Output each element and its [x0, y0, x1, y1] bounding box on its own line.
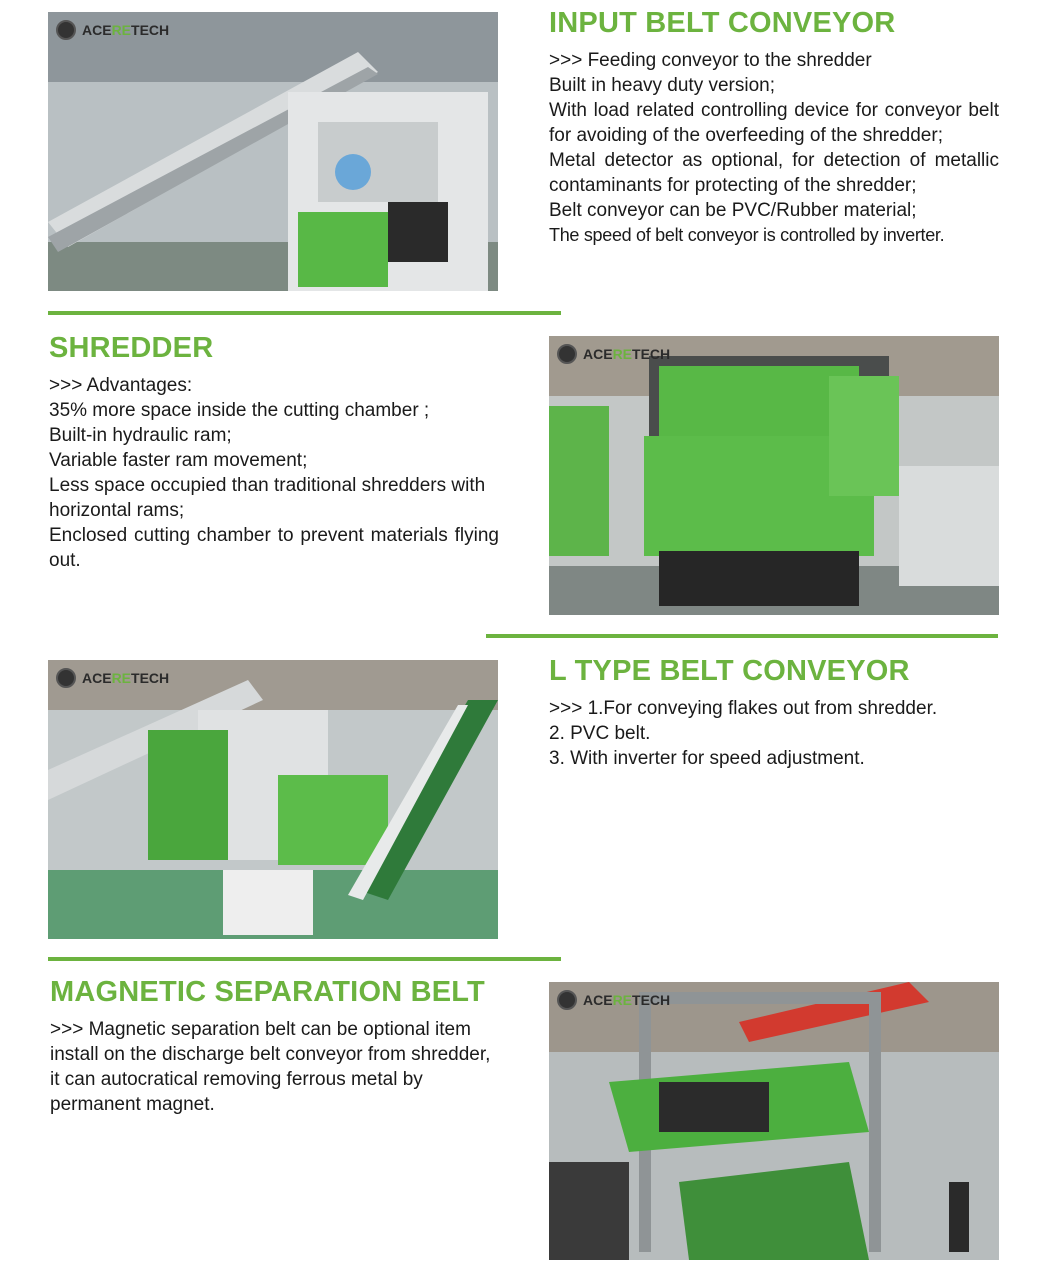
text-line: >>> Magnetic separation belt can be optional item install on the discharge belt conveyor from shredder, it can autocratical removing ferrous metal by permanent magnet. — [50, 1019, 491, 1115]
brand-logo-icon — [56, 20, 76, 40]
brand-logo — [56, 668, 169, 688]
section-divider — [486, 634, 998, 638]
text-line: >>> 1.For conveying flakes out from shredder. — [549, 698, 938, 719]
text-line: Less space occupied than traditional shredders with horizontal rams; — [49, 475, 486, 521]
section-divider — [48, 957, 561, 961]
magnetic-separation-belt-photo — [549, 982, 999, 1260]
section-title-input-belt-conveyor: INPUT BELT CONVEYOR — [549, 7, 896, 39]
input-belt-conveyor-photo — [48, 12, 498, 291]
section-text-shredder — [49, 373, 499, 573]
text-line: Built in heavy duty version; — [549, 75, 776, 96]
text-line: 2. PVC belt. — [549, 723, 651, 744]
section-text-l-type-belt-conveyor — [549, 696, 999, 771]
brand-logo — [557, 344, 670, 364]
text-line: 35% more space inside the cutting chamber ; — [49, 400, 430, 421]
shredder-photo — [549, 336, 999, 615]
section-text-input-belt-conveyor — [549, 48, 999, 248]
brand-logo-text: ACERETECH — [583, 992, 671, 1008]
text-line: Enclosed cutting chamber to prevent materials flying out. — [49, 525, 499, 571]
brand-logo-icon — [56, 668, 76, 688]
brand-logo-icon — [557, 344, 577, 364]
text-line: The speed of belt conveyor is controlled by inverter. — [549, 225, 945, 245]
text-line: 3. With inverter for speed adjustment. — [549, 748, 865, 769]
text-line: Variable faster ram movement; — [49, 450, 308, 471]
text-line: Built-in hydraulic ram; — [49, 425, 232, 446]
brand-logo-text: ACERETECH — [82, 670, 170, 686]
text-line: >>> Feeding conveyor to the shredder — [549, 50, 872, 71]
brand-logo — [56, 20, 169, 40]
text-line: With load related controlling device for conveyor belt for avoiding of the overfeeding of the shredder; — [549, 100, 999, 146]
section-title-l-type-belt-conveyor: L TYPE BELT CONVEYOR — [549, 655, 910, 687]
brand-logo-text: ACERETECH — [583, 346, 671, 362]
text-line: Belt conveyor can be PVC/Rubber material; — [549, 200, 917, 221]
section-divider — [48, 311, 561, 315]
brand-logo-text: ACERETECH — [82, 22, 170, 38]
section-title-magnetic-separation-belt: MAGNETIC SEPARATION BELT — [50, 976, 485, 1008]
text-line: Metal detector as optional, for detection of metallic contaminants for protecting of the shredder; — [549, 150, 999, 196]
brand-logo-icon — [557, 990, 577, 1010]
section-title-shredder: SHREDDER — [49, 332, 214, 364]
brand-logo — [557, 990, 670, 1010]
section-text-magnetic-separation-belt — [50, 1017, 500, 1117]
l-type-belt-conveyor-photo — [48, 660, 498, 939]
text-line: >>> Advantages: — [49, 375, 193, 396]
